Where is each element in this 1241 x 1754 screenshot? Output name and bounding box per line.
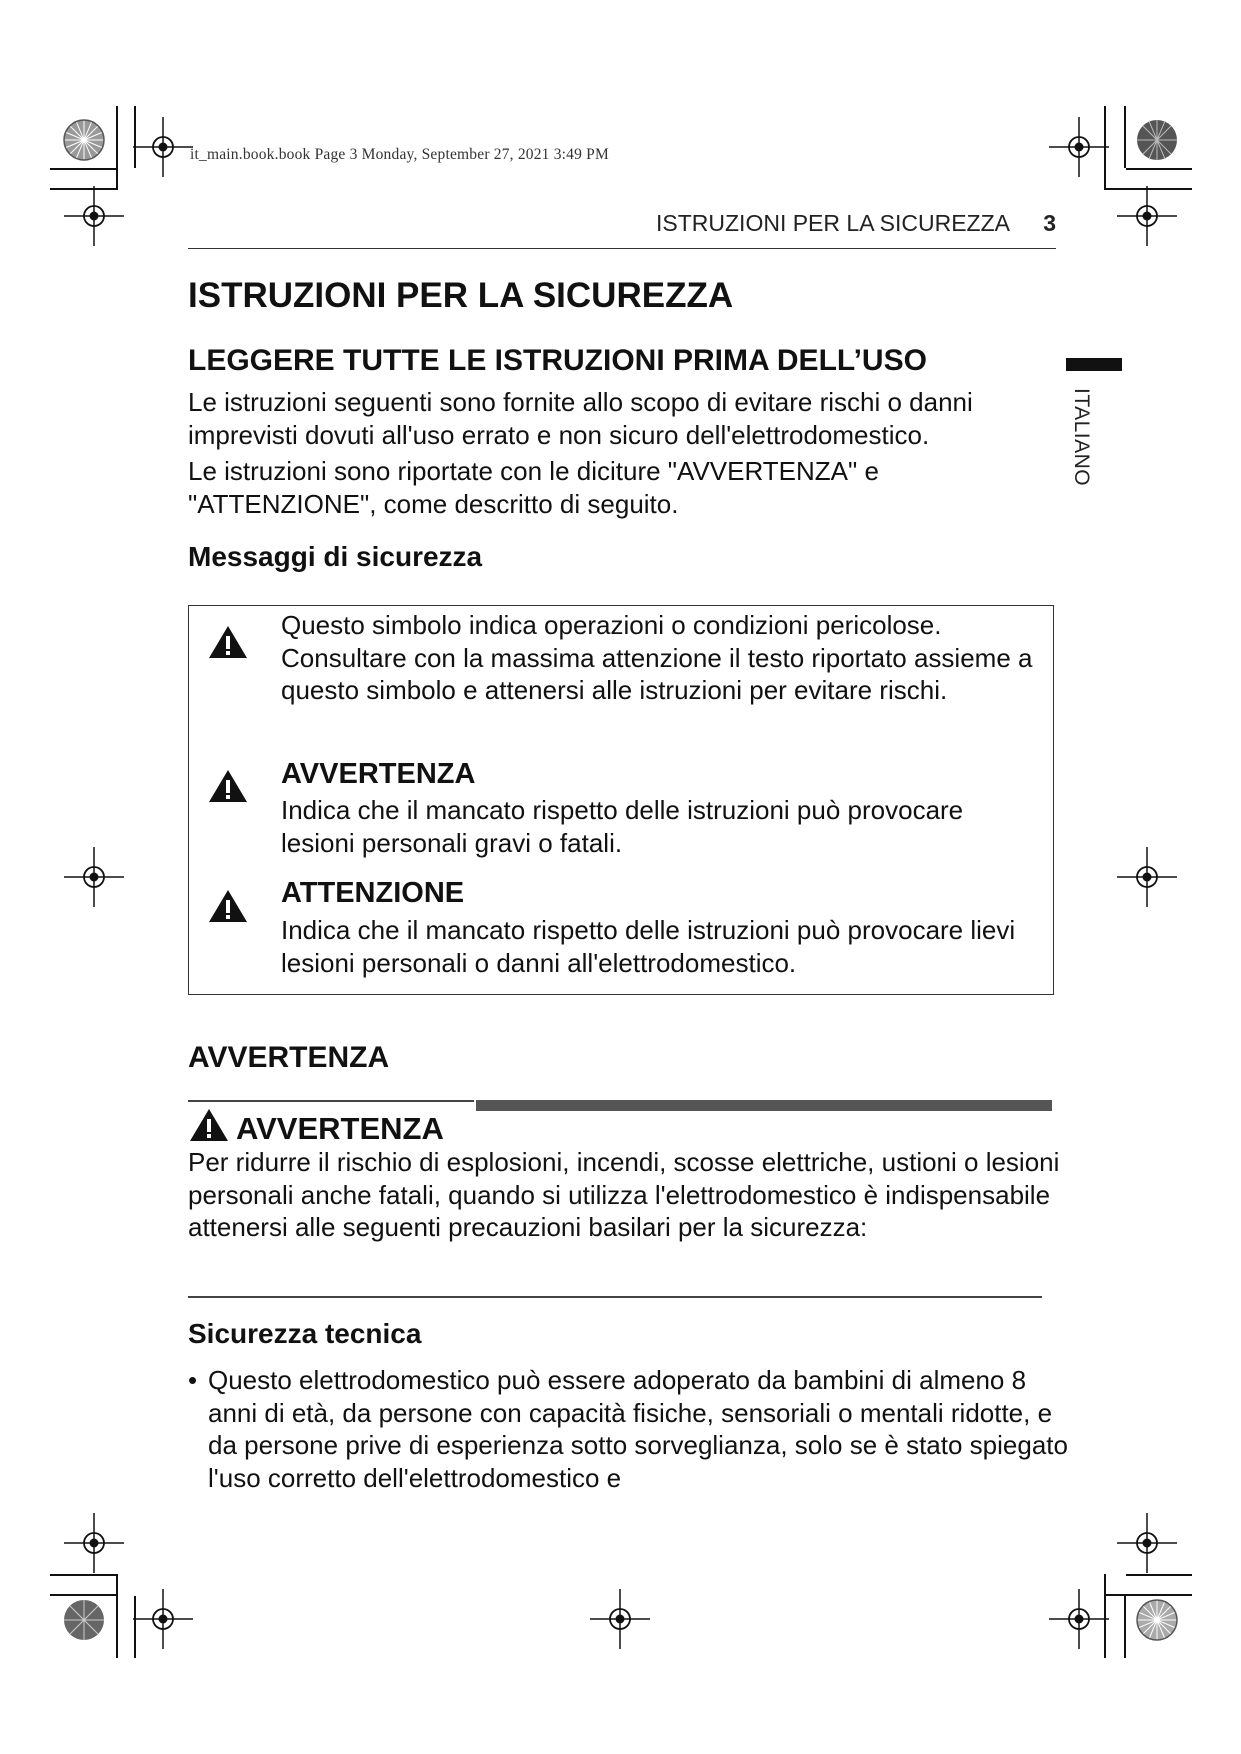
warning-banner-label: AVVERTENZA bbox=[236, 1111, 444, 1146]
warning-triangle-icon bbox=[207, 888, 249, 924]
warning-banner-rule bbox=[188, 1100, 474, 1102]
intro-heading: LEGGERE TUTTE LE ISTRUZIONI PRIMA DELL’USO bbox=[188, 344, 927, 377]
page-number: 3 bbox=[1043, 210, 1056, 236]
warning-banner bbox=[188, 1107, 444, 1147]
running-head-title: ISTRUZIONI PER LA SICUREZZA bbox=[656, 210, 1010, 236]
warning-banner-bar bbox=[476, 1100, 1052, 1111]
registration-mark-icon bbox=[1047, 115, 1111, 179]
rosette-mark-icon bbox=[1135, 118, 1179, 162]
rosette-mark-icon bbox=[1135, 1598, 1179, 1642]
rosette-mark-icon bbox=[62, 1598, 106, 1642]
warning-section-heading: AVVERTENZA bbox=[188, 1041, 390, 1074]
warning-paragraph: Per ridurre il rischio di esplosioni, incendi, scosse elettriche, ustioni o lesioni personali anche fatali, quando si utilizza l'elettrodomestico è indispensabile attenersi alle seguenti precauzioni basilari per la sicurezza: bbox=[188, 1147, 1060, 1242]
warning-end-rule bbox=[188, 1296, 1042, 1298]
caution-description: Indica che il mancato rispetto delle istruzioni può provocare lievi lesioni personali o danni all'elettrodomestico. bbox=[281, 915, 1016, 978]
crop-line bbox=[50, 1594, 116, 1596]
language-tab-bar bbox=[1066, 358, 1122, 371]
caution-title: ATTENZIONE bbox=[281, 877, 465, 909]
print-slug: it_main.book.book Page 3 Monday, September 27, 2021 3:49 PM bbox=[190, 146, 609, 163]
messages-heading: Messaggi di sicurezza bbox=[188, 541, 483, 572]
page-title: ISTRUZIONI PER LA SICUREZZA bbox=[188, 276, 734, 315]
crop-line bbox=[116, 1574, 118, 1658]
registration-mark-icon bbox=[62, 184, 126, 248]
intro-paragraph-1: Le istruzioni seguenti sono fornite allo scopo di evitare rischi o danni imprevisti dovuti all'uso errato e non sicuro dell'elettrodomestico. bbox=[188, 387, 973, 450]
registration-mark-icon bbox=[131, 1587, 195, 1651]
registration-mark-icon bbox=[62, 1511, 126, 1575]
warning-title: AVVERTENZA bbox=[281, 758, 476, 790]
running-head bbox=[188, 210, 1056, 249]
crop-line bbox=[1104, 1594, 1192, 1596]
registration-mark-icon bbox=[131, 115, 195, 179]
technical-safety-heading: Sicurezza tecnica bbox=[188, 1318, 422, 1349]
registration-mark-icon bbox=[1115, 845, 1179, 909]
registration-mark-icon bbox=[62, 845, 126, 909]
list-item bbox=[188, 1364, 1068, 1494]
crop-line bbox=[1126, 168, 1192, 170]
registration-mark-icon bbox=[1115, 184, 1179, 248]
crop-line bbox=[116, 106, 118, 190]
registration-mark-icon bbox=[1047, 1587, 1111, 1651]
rosette-mark-icon bbox=[62, 118, 106, 162]
warning-description: Indica che il mancato rispetto delle istruzioni può provocare lesioni personali gravi o fatali. bbox=[281, 795, 964, 858]
warning-triangle-icon bbox=[207, 768, 249, 804]
registration-mark-icon bbox=[588, 1587, 652, 1651]
warning-triangle-icon bbox=[188, 1107, 230, 1143]
bullet-marker: • bbox=[188, 1365, 198, 1395]
intro-paragraph-2: Le istruzioni sono riportate con le diciture "AVVERTENZA" e "ATTENZIONE", come descritto di seguito. bbox=[188, 456, 879, 519]
crop-line bbox=[1124, 106, 1126, 168]
crop-line bbox=[50, 168, 116, 170]
language-tab-label: ITALIANO bbox=[1070, 388, 1093, 487]
registration-mark-icon bbox=[1115, 1511, 1179, 1575]
list-item-text: Questo elettrodomestico può essere adoperato da bambini di almeno 8 anni di età, da persone con capacità fisiche, sensoriali o mentali ridotte, e da persone prive di esperienza sotto sorveglianza, solo se è stato spiegato l'uso corretto dell'elettrodomestico e bbox=[208, 1365, 1068, 1493]
symbol-description: Questo simbolo indica operazioni o condizioni pericolose. Consultare con la massima attenzione il testo riportato assieme a questo simbolo e attenersi alle istruzioni per evitare rischi. bbox=[281, 610, 1033, 705]
warning-triangle-icon bbox=[207, 624, 249, 660]
crop-line bbox=[1124, 1596, 1126, 1658]
safety-messages-box bbox=[188, 605, 1054, 995]
